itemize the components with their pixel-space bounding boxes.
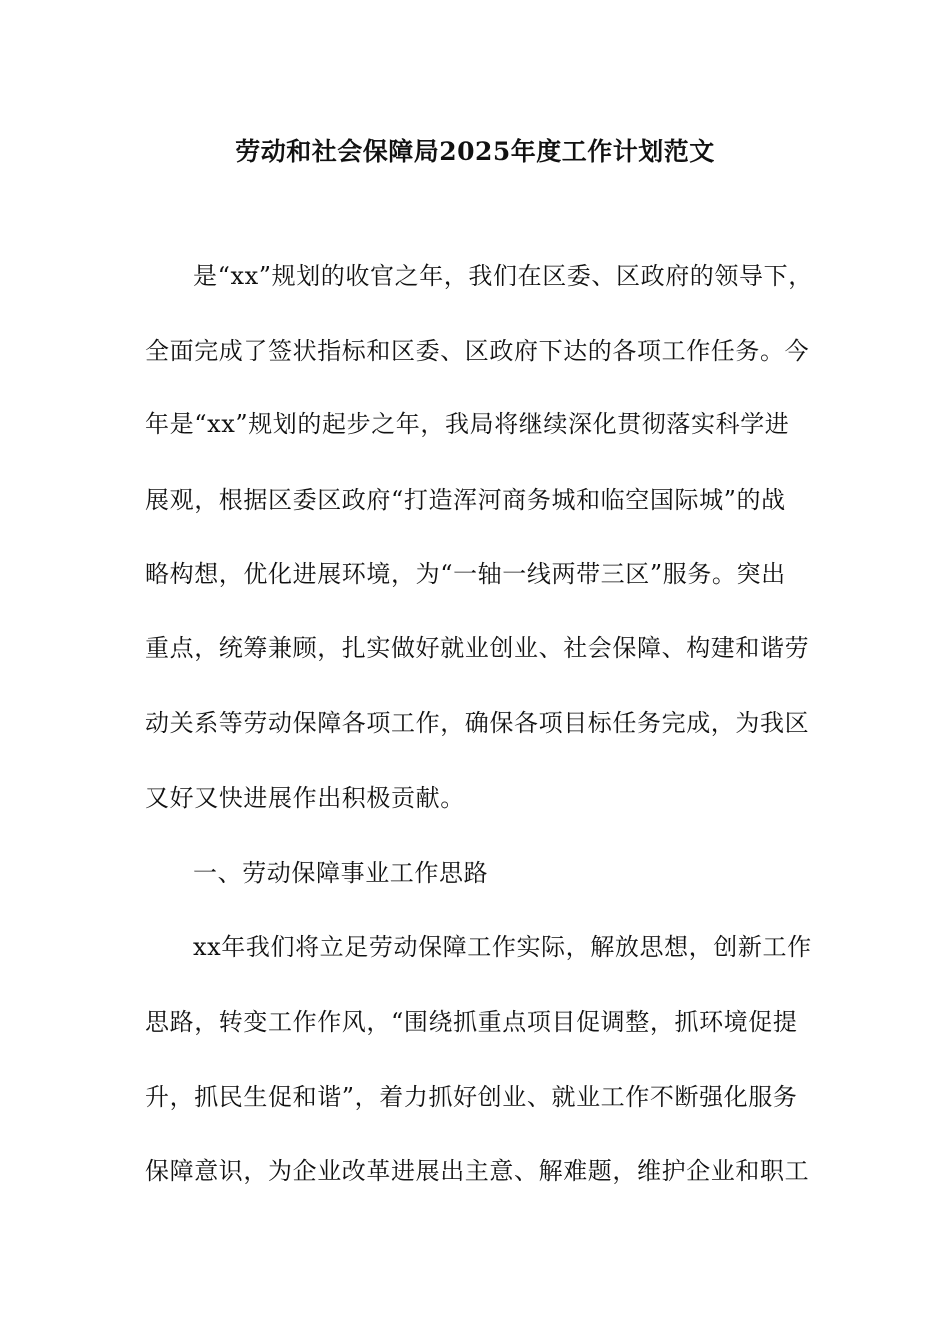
paragraph-1-line-4: 展观，根据区委区政府“打造浑河商务城和临空国际城”的战 (145, 486, 786, 514)
paragraph-1-line-6: 重点，统筹兼顾，扎实做好就业创业、社会保障、构建和谐劳 (145, 634, 810, 662)
paragraph-2-line-4: 保障意识，为企业改革进展出主意、解难题，维护企业和职工 (145, 1157, 810, 1185)
paragraph-1-line-7: 动关系等劳动保障各项工作，确保各项目标任务完成，为我区 (145, 709, 810, 737)
paragraph-1-line-5: 略构想，优化进展环境，为“一轴一线两带三区”服务。突出 (145, 560, 786, 588)
section-heading-1: 一、劳动保障事业工作思路 (193, 859, 489, 887)
paragraph-2-line-1: xx年我们将立足劳动保障工作实际，解放思想，创新工作 (193, 933, 812, 961)
paragraph-1-line-1: 是“xx”规划的收官之年，我们在区委、区政府的领导下， (193, 262, 813, 290)
paragraph-2-line-3: 升，抓民生促和谐”，着力抓好创业、就业工作不断强化服务 (145, 1083, 798, 1111)
paragraph-1-line-2: 全面完成了签状指标和区委、区政府下达的各项工作任务。今 (145, 337, 810, 365)
paragraph-2-line-2: 思路，转变工作作风，“围绕抓重点项目促调整，抓环境促提 (145, 1008, 798, 1036)
document-title: 劳动和社会保障局2025年度工作计划范文 (235, 137, 715, 166)
paragraph-1-line-3: 年是“xx”规划的起步之年，我局将继续深化贯彻落实科学进 (145, 410, 790, 438)
paragraph-1-line-8: 又好又快进展作出积极贡献。 (145, 784, 465, 812)
